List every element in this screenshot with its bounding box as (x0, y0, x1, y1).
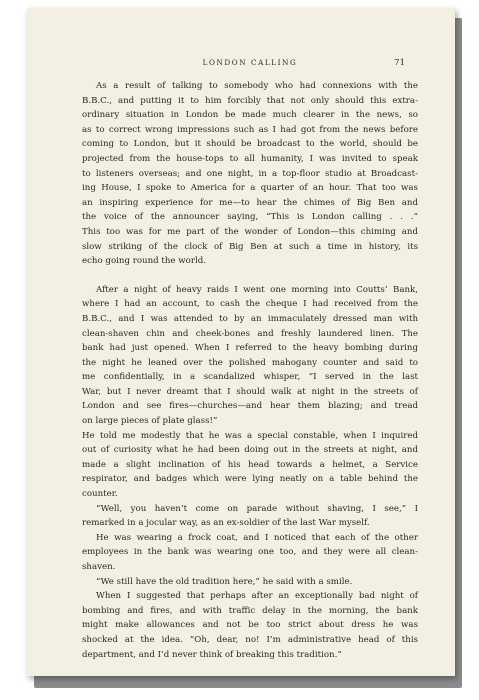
paragraph-gap (82, 269, 418, 283)
text-line: As a result of talking to somebody who had connexions with the (96, 81, 418, 91)
text-line: respirator, and badges which were lying neatly on a table behind the (82, 474, 418, 485)
paragraph (82, 502, 418, 531)
text-line: After a night of heavy raids I went one morning into Coutts’ Bank, (96, 284, 418, 295)
paragraph (82, 283, 418, 429)
text-line: counter. (82, 489, 118, 500)
text-line: the voice of the announcer saying, “This is London calling . . .” (82, 212, 418, 223)
text-line: as to correct wrong impressions such as I had got from the news before (82, 124, 418, 135)
text-line: B.B.C., and putting it to him forcibly that not only should this extra- (82, 95, 418, 106)
running-title: LONDON CALLING (202, 58, 298, 67)
text-line: ordinary situation in London be made much clearer in the news, so (82, 110, 418, 121)
book-page (27, 8, 455, 676)
text-line: department, and I’d never think of breaking this tradition.” (82, 649, 342, 660)
text-line: shaven. (82, 562, 116, 572)
text-line: This too was for me part of the wonder of London—this chiming and (82, 226, 418, 237)
text-line: London and see fires—churches—and hear them blazing; and tread (82, 401, 418, 412)
body-text (82, 79, 418, 662)
text-line: where I had an account, to cash the cheque I had received from the (82, 299, 418, 310)
text-line: employees in the bank was wearing one too, and they were all clean- (82, 547, 418, 558)
paragraph (82, 531, 418, 575)
text-line: on large pieces of plate glass!” (82, 416, 218, 427)
text-line: He told me modestly that he was a special constable, when I inquired (82, 430, 418, 441)
paragraph (82, 575, 418, 590)
paragraph (82, 589, 418, 662)
text-line: slow striking of the clock of Big Ben at such a time in history, its (82, 241, 418, 252)
text-line: He was wearing a frock coat, and I noticed that each of the other (96, 532, 418, 543)
text-line: bank had just opened. When I referred to the heavy bombing during (82, 343, 418, 354)
text-line: remarked in a jocular way, as an ex-soldier of the last War myself. (82, 518, 370, 529)
text-line: When I suggested that perhaps after an exceptionally bad night of (96, 591, 418, 602)
text-line: “We still have the old tradition here,” he said with a smile. (96, 576, 353, 587)
page-number: 71 (394, 58, 405, 68)
paragraph (82, 79, 418, 269)
text-line: projected from the house-tops to all humanity, I was invited to speak (82, 153, 418, 164)
text-line: B.B.C., and I was attended to by an immaculately dressed man with (82, 313, 418, 324)
text-line: to listeners overseas; and one night, in a top-floor studio at Broadcast- (82, 168, 418, 179)
running-head (95, 58, 405, 72)
text-line: clean-shaven chin and cheek-bones and freshly laundered linen. The (82, 328, 418, 339)
text-line: me confidentially, in a scandalized whisper, “I served in the last (82, 372, 418, 383)
text-line: an inspiring experience for me—to hear the chimes of Big Ben and (82, 197, 418, 208)
paragraph (82, 429, 418, 502)
text-line: War, but I never dreamt that I should walk at night in the streets of (82, 386, 418, 397)
text-line: shocked at the idea. “Oh, dear, no! I’m administrative head of this (82, 634, 418, 645)
text-line: “Well, you haven’t come on parade without shaving, I see,” I (96, 503, 418, 514)
text-line: made a slight inclination of his head towards a helmet, a Service (82, 459, 418, 470)
text-line: might make allowances and not be too strict about dress he was (82, 620, 418, 631)
text-line: ing House, I spoke to America for a quarter of an hour. That too was (82, 183, 418, 194)
text-line: coming to London, but it should be broadcast to the world, should be (82, 139, 418, 150)
text-line: out of curiosity what he had been doing out in the streets at night, and (82, 445, 418, 456)
text-line: the night he leaned over the polished mahogany counter and said to (82, 357, 418, 368)
text-line: echo going round the world. (82, 256, 206, 267)
text-line: bombing and fires, and with traffic delay in the morning, the bank (82, 605, 418, 616)
